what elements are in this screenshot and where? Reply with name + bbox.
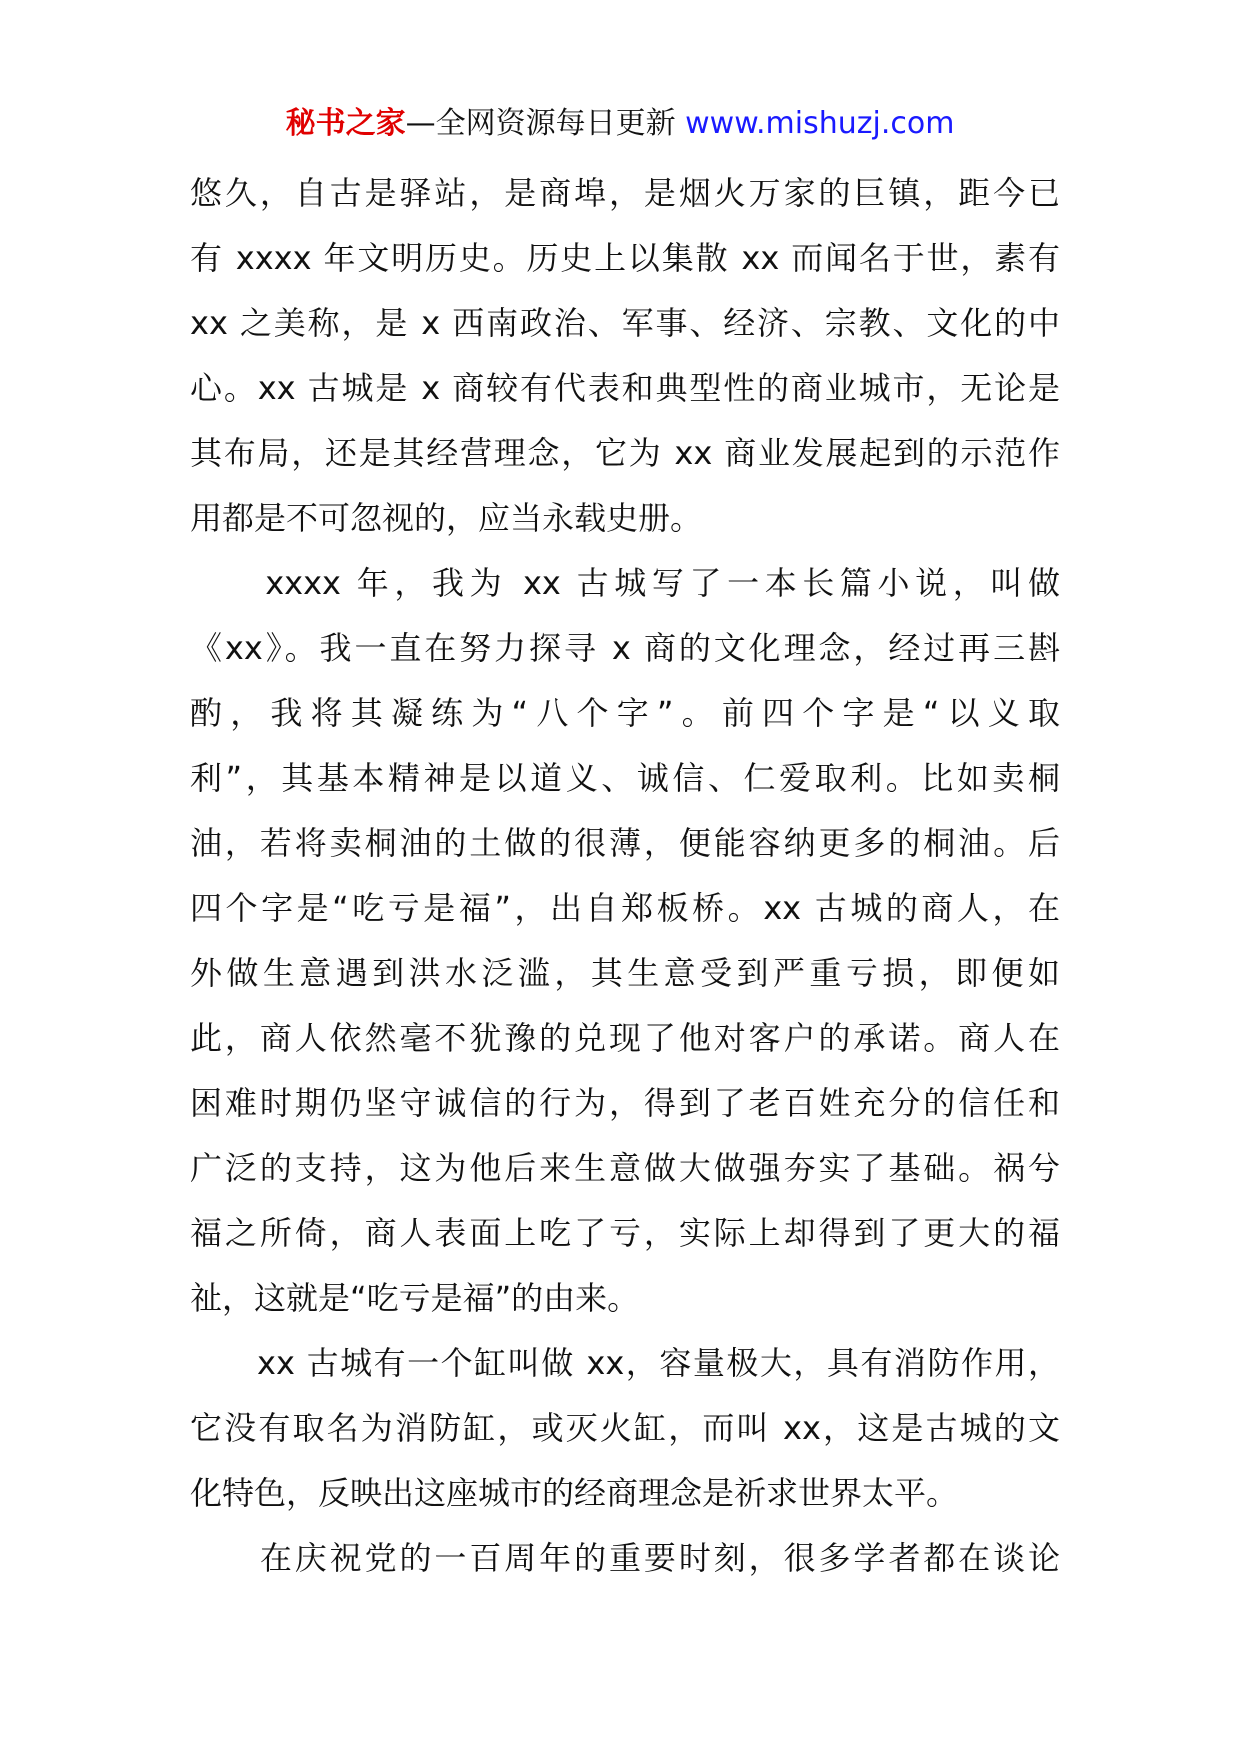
text-line: xxxx 年，我为 xx 古城写了一本长篇小说，叫做 — [190, 564, 1060, 602]
text-line: 广泛的支持，这为他后来生意做大做强夯实了基础。祸兮 — [190, 1149, 1060, 1187]
site-url-link[interactable]: www.mishuzj.com — [685, 106, 955, 141]
text-line: 《xx》。我一直在努力探寻 x 商的文化理念，经过再三斟 — [190, 629, 1060, 667]
text-line: 祉，这就是“吃亏是福”的由来。 — [190, 1279, 640, 1317]
text-line: 它没有取名为消防缸，或灭火缸，而叫 xx，这是古城的文 — [190, 1409, 1060, 1447]
text-line: 酌，我将其凝练为“八个字”。前四个字是“以义取 — [190, 694, 1060, 732]
text-line: 在庆祝党的一百周年的重要时刻，很多学者都在谈论 — [190, 1539, 1060, 1577]
brand-name: 秘书之家 — [285, 106, 406, 141]
text-line: 此，商人依然毫不犹豫的兑现了他对客户的承诺。商人在 — [190, 1019, 1060, 1057]
paragraph — [190, 551, 1060, 1331]
text-line: 心。xx 古城是 x 商较有代表和典型性的商业城市，无论是 — [190, 369, 1060, 407]
text-line: 福之所倚，商人表面上吃了亏，实际上却得到了更大的福 — [190, 1214, 1060, 1252]
text-line: 有 xxxx 年文明历史。历史上以集散 xx 而闻名于世，素有 — [190, 239, 1060, 277]
page-header — [0, 104, 1240, 144]
text-line: xx 之美称，是 x 西南政治、军事、经济、宗教、文化的中 — [190, 304, 1060, 342]
text-line: 困难时期仍坚守诚信的行为，得到了老百姓充分的信任和 — [190, 1084, 1060, 1122]
text-line: 外做生意遇到洪水泛滥，其生意受到严重亏损，即便如 — [190, 954, 1060, 992]
text-line: 用都是不可忽视的，应当永载史册。 — [190, 499, 703, 537]
paragraph — [190, 1526, 1060, 1591]
text-line: xx 古城有一个缸叫做 xx，容量极大，具有消防作用， — [190, 1344, 1060, 1382]
text-line: 利”，其基本精神是以道义、诚信、仁爱取利。比如卖桐 — [190, 759, 1060, 797]
text-line: 其布局，还是其经营理念，它为 xx 商业发展起到的示范作 — [190, 434, 1060, 472]
paragraph — [190, 161, 1060, 551]
text-line: 油，若将卖桐油的土做的很薄，便能容纳更多的桐油。后 — [190, 824, 1060, 862]
paragraph — [190, 1331, 1060, 1526]
text-line: 四个字是“吃亏是福”，出自郑板桥。xx 古城的商人，在 — [190, 889, 1060, 927]
text-line: 化特色，反映出这座城市的经商理念是祈求世界太平。 — [190, 1474, 959, 1512]
document-body — [190, 161, 1060, 1591]
text-line: 悠久，自古是驿站，是商埠，是烟火万家的巨镇，距今已 — [190, 174, 1060, 212]
header-tagline: —全网资源每日更新 — [405, 106, 676, 141]
